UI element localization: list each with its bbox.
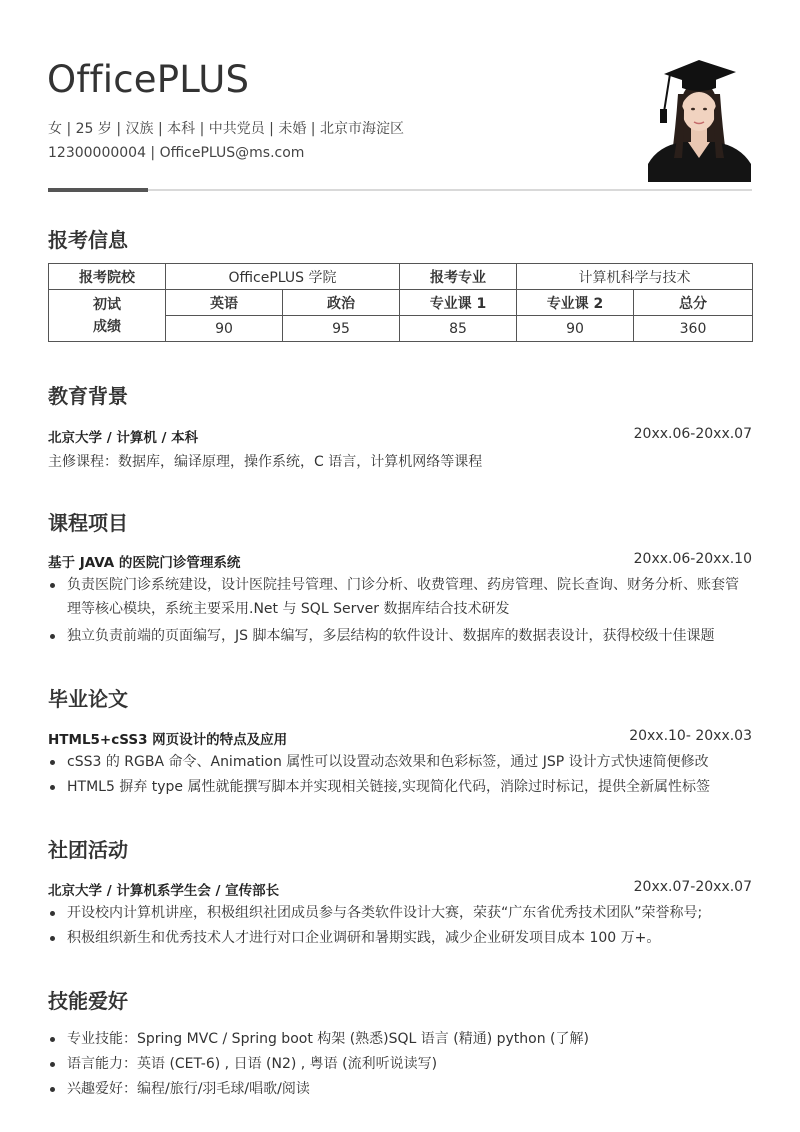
bullet-dot	[50, 1062, 55, 1067]
bullet-dot	[50, 583, 55, 588]
club-bullet-text: 开设校内计算机讲座，积极组织社团成员参与各类软件设计大赛，荣获“广东省优秀技术团队”荣誉称号;	[67, 905, 703, 921]
major-label: 报考专业	[400, 264, 517, 290]
subject-major-2: 专业课 2	[517, 290, 634, 316]
project-bullet	[48, 573, 752, 621]
section-title-skills: 技能爱好	[48, 989, 128, 1013]
major-value: 计算机科学与技术	[517, 264, 753, 290]
subject-total: 总分	[634, 290, 753, 316]
skill-bullet-text: 专业技能：Spring MVC / Spring boot 构架 (熟悉)SQL 语言 (精通) python (了解)	[67, 1031, 589, 1047]
score-label	[49, 290, 166, 342]
section-title-education: 教育背景	[48, 384, 128, 408]
section-title-clubs: 社团活动	[48, 838, 128, 862]
project-bullet-text: 独立负责前端的页面编写，JS 脚本编写，多层结构的软件设计、数据库的数据表设计，获得校级十佳课题	[67, 628, 715, 644]
score-label-line1: 初试	[93, 296, 121, 313]
club-bullet-text: 积极组织新生和优秀技术人才进行对口企业调研和暑期实践，减少企业研发项目成本 100 万+。	[67, 930, 661, 946]
skill-bullet	[48, 1027, 752, 1051]
thesis-bullet-text: HTML5 摒弃 type 属性就能撰写脚本并实现相关链接,实现简化代码，消除过时标记，提供全新属性标签	[67, 779, 710, 795]
project-title: 基于 JAVA 的医院门诊管理系统	[48, 555, 241, 571]
education-courses: 主修课程：数据库，编译原理，操作系统，C 语言，计算机网络等课程	[48, 454, 483, 470]
contact-info: 12300000004 | OfficePLUS@ms.com	[48, 145, 305, 161]
bullet-dot	[50, 911, 55, 916]
thesis-date: 20xx.10- 20xx.03	[629, 728, 752, 744]
club-bullet	[48, 901, 752, 925]
project-bullet-text: 负责医院门诊系统建设，设计医院挂号管理、门诊分析、收费管理、药房管理、院长查询、财务分析、账套管理等核心模块，系统主要采用.Net 与 SQL Server 数据库结合技术研发	[67, 577, 739, 617]
bullet-dot	[50, 785, 55, 790]
education-title: 北京大学 / 计算机 / 本科	[48, 430, 199, 446]
subject-major-1: 专业课 1	[400, 290, 517, 316]
exam-info-table	[48, 263, 753, 342]
subject-english: 英语	[166, 290, 283, 316]
skill-bullet	[48, 1077, 752, 1101]
education-date: 20xx.06-20xx.07	[633, 426, 752, 442]
section-title-exam: 报考信息	[48, 228, 128, 252]
thesis-title: HTML5+cSS3 网页设计的特点及应用	[48, 732, 288, 748]
club-bullet	[48, 926, 752, 950]
score-major-1: 85	[400, 316, 517, 342]
club-title: 北京大学 / 计算机系学生会 / 宣传部长	[48, 883, 280, 899]
candidate-name: OfficePLUS	[47, 58, 250, 101]
header-divider-accent	[48, 188, 148, 192]
score-major-2: 90	[517, 316, 634, 342]
header-divider	[48, 189, 752, 191]
skill-bullet-text: 兴趣爱好：编程/旅行/羽毛球/唱歌/阅读	[67, 1081, 310, 1097]
skill-bullet	[48, 1052, 752, 1076]
subject-politics: 政治	[283, 290, 400, 316]
score-politics: 95	[283, 316, 400, 342]
project-bullet	[48, 624, 752, 648]
school-value: OfficePLUS 学院	[166, 264, 400, 290]
project-date: 20xx.06-20xx.10	[633, 551, 752, 567]
club-date: 20xx.07-20xx.07	[633, 879, 752, 895]
thesis-bullet	[48, 750, 752, 774]
personal-info: 女 | 25 岁 | 汉族 | 本科 | 中共党员 | 未婚 | 北京市海淀区	[48, 121, 404, 137]
bullet-dot	[50, 936, 55, 941]
bullet-dot	[50, 1087, 55, 1092]
thesis-bullet	[48, 775, 752, 799]
profile-photo	[648, 54, 751, 182]
bullet-dot	[50, 1037, 55, 1042]
thesis-bullet-text: cSS3 的 RGBA 命令、Animation 属性可以设置动态效果和色彩标签，通过 JSP 设计方式快速简便修改	[67, 754, 709, 770]
school-label: 报考院校	[49, 264, 166, 290]
bullet-dot	[50, 760, 55, 765]
score-label-line2: 成绩	[93, 318, 121, 335]
score-total: 360	[634, 316, 753, 342]
skill-bullet-text: 语言能力：英语 (CET-6) , 日语 (N2) , 粤语 (流利听说读写)	[67, 1056, 438, 1072]
section-title-thesis: 毕业论文	[48, 687, 128, 711]
score-english: 90	[166, 316, 283, 342]
section-title-projects: 课程项目	[48, 511, 128, 535]
bullet-dot	[50, 634, 55, 639]
